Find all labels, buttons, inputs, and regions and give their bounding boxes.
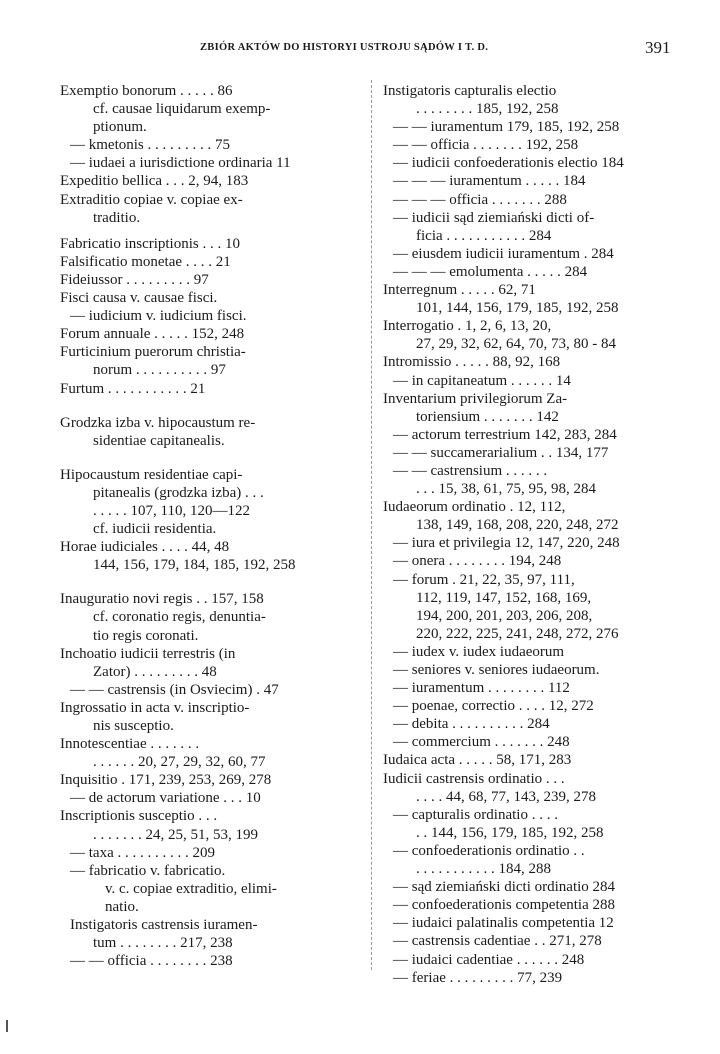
index-subentry: — iudicium v. iudicium fisci. bbox=[70, 308, 247, 325]
index-entry: Inscriptionis susceptio . . . bbox=[60, 808, 218, 825]
index-entry: Grodzka izba v. hipocaustum re- bbox=[60, 414, 256, 431]
index-subentry: tum . . . . . . . . 217, 238 bbox=[93, 935, 233, 952]
entry-gap bbox=[60, 574, 360, 590]
index-subentry: — — castrensium . . . . . . bbox=[393, 462, 548, 479]
index-subentry: — kmetonis . . . . . . . . . 75 bbox=[70, 137, 230, 154]
index-entry: Iudaeorum ordinatio . 12, 112, bbox=[383, 499, 566, 516]
page-header bbox=[0, 38, 720, 60]
index-entry: Hipocaustum residentiae capi- bbox=[60, 466, 243, 483]
index-entry: Horae iudiciales . . . . 44, 48 bbox=[60, 539, 230, 556]
index-subentry: — commercium . . . . . . . 248 bbox=[393, 734, 570, 751]
index-subentry: 220, 222, 225, 241, 248, 272, 276 bbox=[416, 625, 619, 642]
index-subentry: — eiusdem iudicii iuramentum . 284 bbox=[393, 245, 614, 262]
index-subentry: — iudaici palatinalis competentia 12 bbox=[393, 915, 614, 932]
index-subentry: — — — officia . . . . . . . 288 bbox=[393, 191, 567, 208]
index-entry: Instigatoris capturalis electio bbox=[383, 83, 557, 99]
index-subentry: 194, 200, 201, 203, 206, 208, bbox=[416, 607, 593, 624]
index-subentry: . . . . . . . . . . . 184, 288 bbox=[416, 861, 551, 878]
index-subentry: 101, 144, 156, 179, 185, 192, 258 bbox=[416, 300, 619, 317]
index-subentry: cf. causae liquidarum exemp- bbox=[93, 101, 271, 118]
index-subentry: — fabricatio v. fabricatio. bbox=[70, 862, 226, 879]
index-entry: Iudicii castrensis ordinatio . . . bbox=[383, 770, 565, 787]
index-entry: Expeditio bellica . . . 2, 94, 183 bbox=[60, 173, 249, 190]
index-entry: Fabricatio inscriptionis . . . 10 bbox=[60, 235, 240, 252]
index-entry: Ingrossatio in acta v. inscriptio- bbox=[60, 699, 250, 716]
index-subentry: cf. coronatio regis, denuntia- bbox=[93, 609, 266, 626]
running-head: ZBIÓR AKTÓW DO HISTORYI USTROJU SĄDÓW I T. D. bbox=[200, 42, 489, 53]
index-subentry: toriensium . . . . . . . 142 bbox=[416, 408, 559, 425]
index-subentry: — forum . 21, 22, 35, 97, 111, bbox=[393, 571, 575, 588]
index-subentry: — — succamerarialium . . 134, 177 bbox=[393, 444, 609, 461]
index-subentry: — iudaici cadentiae . . . . . . 248 bbox=[393, 951, 585, 968]
index-subentry: norum . . . . . . . . . . 97 bbox=[93, 362, 226, 379]
index-entry: Interregnum . . . . . 62, 71 bbox=[383, 282, 536, 299]
entry-gap bbox=[60, 227, 360, 235]
index-subentry: — confoederationis ordinatio . . bbox=[393, 842, 585, 859]
index-entry: Inauguratio novi regis . . 157, 158 bbox=[60, 591, 264, 608]
index-subentry: . . . . 44, 68, 77, 143, 239, 278 bbox=[416, 788, 596, 805]
index-subentry: . . . . . . . 24, 25, 51, 53, 199 bbox=[93, 826, 258, 843]
index-subentry: — sąd ziemiański dicti ordinatio 284 bbox=[393, 879, 616, 896]
index-entry: Intromissio . . . . . 88, 92, 168 bbox=[383, 354, 561, 371]
entry-gap bbox=[60, 398, 360, 414]
index-entry: Iudaica acta . . . . . 58, 171, 283 bbox=[383, 752, 572, 769]
index-subentry: — iudaei a iurisdictione ordinaria 11 bbox=[70, 155, 291, 172]
index-entry: Falsificatio monetae . . . . 21 bbox=[60, 253, 231, 270]
index-subentry: — feriae . . . . . . . . . 77, 239 bbox=[393, 969, 563, 986]
index-subentry: 144, 156, 179, 184, 185, 192, 258 bbox=[93, 557, 296, 574]
index-entry: Innotescentiae . . . . . . . bbox=[60, 736, 200, 753]
index-subentry: traditio. bbox=[93, 209, 141, 226]
index-column-left bbox=[60, 82, 360, 970]
index-entry: Fisci causa v. causae fisci. bbox=[60, 290, 218, 307]
index-subentry: 112, 119, 147, 152, 168, 169, bbox=[416, 589, 592, 606]
index-subentry: Instigatoris castrensis iuramen- bbox=[70, 917, 258, 934]
index-entry: Furticinium puerorum christia- bbox=[60, 344, 246, 361]
index-entry: Interrogatio . 1, 2, 6, 13, 20, bbox=[383, 318, 552, 335]
index-subentry: — seniores v. seniores iudaeorum. bbox=[393, 662, 600, 678]
index-subentry: tio regis coronati. bbox=[93, 627, 199, 644]
index-subentry: cf. iudicii residentia. bbox=[93, 521, 217, 538]
index-subentry: — — — iuramentum . . . . . 184 bbox=[393, 173, 586, 190]
index-subentry: 27, 29, 32, 62, 64, 70, 73, 80 - 84 bbox=[416, 336, 616, 353]
index-subentry: 138, 149, 168, 208, 220, 248, 272 bbox=[416, 517, 619, 534]
index-subentry: natio. bbox=[105, 898, 139, 915]
index-subentry: . . . . . . . . 185, 192, 258 bbox=[416, 101, 559, 118]
index-subentry: . . . 15, 38, 61, 75, 95, 98, 284 bbox=[416, 481, 596, 498]
index-subentry: pitanealis (grodzka izba) . . . bbox=[93, 484, 264, 501]
index-subentry: . . 144, 156, 179, 185, 192, 258 bbox=[416, 824, 604, 841]
index-subentry: — in capitaneatum . . . . . . 14 bbox=[393, 372, 571, 389]
index-subentry: — — — emolumenta . . . . . 284 bbox=[393, 263, 588, 280]
entry-gap bbox=[60, 450, 360, 466]
index-column-right bbox=[383, 82, 680, 987]
index-subentry: — iura et privilegia 12, 147, 220, 248 bbox=[393, 535, 620, 552]
index-subentry: — onera . . . . . . . . 194, 248 bbox=[393, 553, 562, 570]
index-subentry: ptionum. bbox=[93, 119, 147, 136]
index-subentry: — iudicii sąd ziemiański dicti of- bbox=[393, 209, 595, 226]
index-subentry: — — castrensis (in Osviecim) . 47 bbox=[70, 681, 279, 698]
index-subentry: ficia . . . . . . . . . . . 284 bbox=[416, 227, 552, 244]
index-subentry: — — officia . . . . . . . 192, 258 bbox=[393, 137, 579, 154]
index-entry: Furtum . . . . . . . . . . . 21 bbox=[60, 380, 206, 397]
column-divider bbox=[371, 80, 372, 970]
index-subentry: . . . . . 107, 110, 120—122 bbox=[93, 502, 250, 519]
index-entry: Inventarium privilegiorum Za- bbox=[383, 390, 568, 407]
margin-mark bbox=[6, 1020, 8, 1032]
index-subentry: — — officia . . . . . . . . 238 bbox=[70, 953, 233, 970]
index-entry: Forum annuale . . . . . 152, 248 bbox=[60, 326, 245, 343]
index-subentry: — castrensis cadentiae . . 271, 278 bbox=[393, 933, 602, 950]
index-subentry: . . . . . . 20, 27, 29, 32, 60, 77 bbox=[93, 754, 266, 771]
index-subentry: — iuramentum . . . . . . . . 112 bbox=[393, 680, 570, 697]
index-entry: Extraditio copiae v. copiae ex- bbox=[60, 191, 243, 208]
index-subentry: — — iuramentum 179, 185, 192, 258 bbox=[393, 119, 620, 136]
index-subentry: — confoederationis competentia 288 bbox=[393, 897, 616, 914]
index-subentry: — de actorum variatione . . . 10 bbox=[70, 790, 261, 807]
index-entry: Inchoatio iudicii terrestris (in bbox=[60, 645, 236, 662]
index-subentry: Zator) . . . . . . . . . 48 bbox=[93, 663, 217, 680]
index-subentry: — iudex v. iudex iudaeorum bbox=[393, 643, 565, 660]
page-number: 391 bbox=[645, 38, 671, 57]
index-subentry: — iudicii confoederationis electio 184 bbox=[393, 155, 624, 172]
index-subentry: v. c. copiae extraditio, elimi- bbox=[105, 880, 277, 897]
index-entry: Exemptio bonorum . . . . . 86 bbox=[60, 83, 233, 99]
index-entry: Inquisitio . 171, 239, 253, 269, 278 bbox=[60, 772, 272, 789]
index-subentry: — poenae, correctio . . . . 12, 272 bbox=[393, 698, 594, 715]
index-subentry: sidentiae capitanealis. bbox=[93, 432, 225, 449]
index-entry: Fideiussor . . . . . . . . . 97 bbox=[60, 271, 209, 288]
index-subentry: nis susceptio. bbox=[93, 718, 174, 734]
index-subentry: — actorum terrestrium 142, 283, 284 bbox=[393, 426, 617, 443]
index-subentry: — capturalis ordinatio . . . . bbox=[393, 806, 558, 823]
index-subentry: — taxa . . . . . . . . . . 209 bbox=[70, 844, 215, 861]
index-subentry: — debita . . . . . . . . . . 284 bbox=[393, 716, 550, 733]
